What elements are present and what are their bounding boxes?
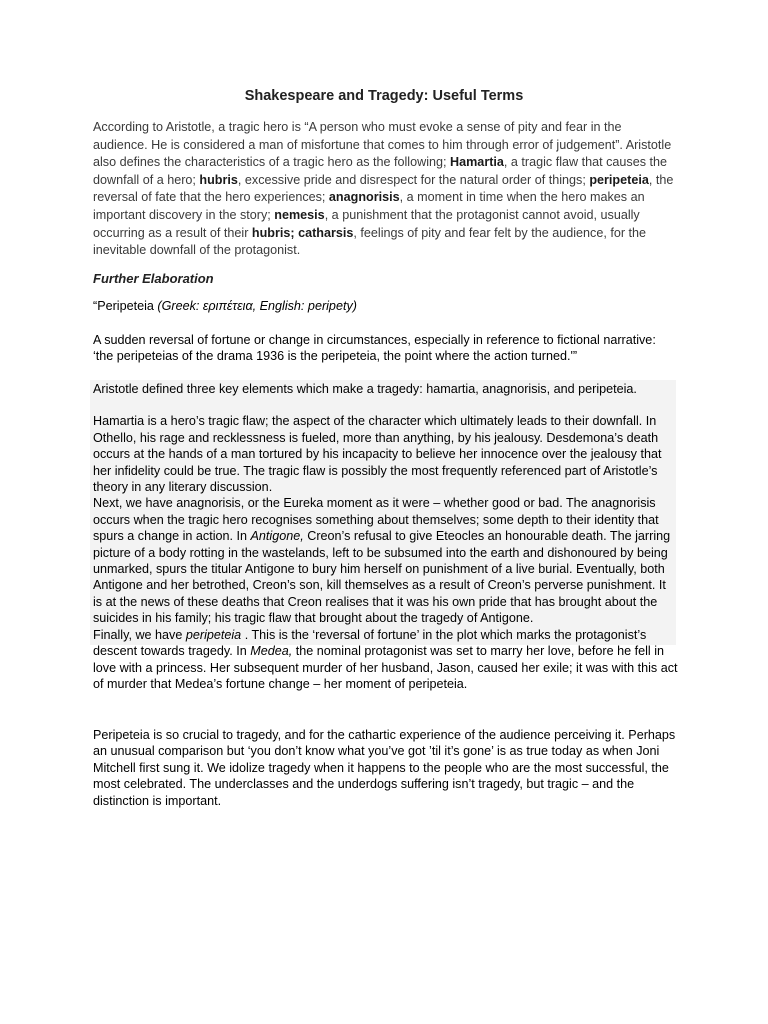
closing-paragraph: Peripeteia is so crucial to tragedy, and for the cathartic experience of the audience perceiving it. Perhaps an unusual comparison but ‘you don’t know what you’ve got ’til it’s gone’ is as true today as when Joni Mitchell first sung it. We idolize tragedy when it happens to the people who are the most successful, the most celebrated. The underclasses and the underdogs suffering isn’t tragedy, but tragic – and the distinction is important. xyxy=(93,728,676,808)
intro-text: , excessive pride and disrespect for the natural order of things; xyxy=(237,172,590,187)
term-peripeteia: peripeteia xyxy=(589,172,649,187)
etymology-greek: (Greek: εριπέτεια, English: peripety) xyxy=(157,299,357,313)
key-elements-paragraph: Aristotle defined three key elements which make a tragedy: hamartia, anagnorisis, and peripeteia. xyxy=(93,382,637,396)
antigone-title: Antigone, xyxy=(250,529,304,544)
intro-text: , the reversal of fate that the hero experiences; xyxy=(93,172,674,205)
peripeteia-definition: A sudden reversal of fortune or change in circumstances, especially in reference to fictional narrative: ‘the peripeteias of the drama 1936 is the peripeteia, the point where the action turned.'” xyxy=(93,333,656,364)
peripeteia-text: Finally, we have xyxy=(93,627,186,642)
peripeteia-etymology xyxy=(93,298,678,315)
term-nemesis: nemesis xyxy=(274,207,325,222)
anagnorisis-text: Next, we have anagnorisis, or the Eureka moment as it were – whether good or bad. The anagnorisis occurs when the tragic hero recognises something about themselves; some depth to their identity that spurs a change in action. In xyxy=(93,496,659,544)
term-hamartia: Hamartia xyxy=(450,155,504,170)
etymology-lead: “Peripeteia xyxy=(93,299,158,313)
intro-text: , feelings of pity and fear felt by the audience, for the inevitable downfall of the protagonist. xyxy=(93,225,647,258)
intro-paragraph xyxy=(93,119,678,260)
anagnorisis-paragraph xyxy=(93,495,678,626)
intro-text: , a tragic flaw that causes the downfall of a hero; xyxy=(93,155,668,187)
hamartia-paragraph: Hamartia is a hero’s tragic flaw; the aspect of the character which ultimately leads to their downfall. In Othello, his rage and recklessness is fueled, more than anything, by his jealousy. Desdemona’s death occurs at the hands of a man tortured by his incapacity to believe her innocence over the jealousy that her infidelity could be true. The tragic flaw is possibly the most frequently referenced part of Aristotle’s theory in any literary discussion. xyxy=(93,414,662,495)
medea-title: Medea, xyxy=(250,644,293,659)
page-title: Shakespeare and Tragedy: Useful Terms xyxy=(244,88,524,104)
term-hubris-catharsis: hubris; catharsis xyxy=(251,225,354,240)
peripeteia-term: peripeteia xyxy=(185,627,242,642)
intro-text: According to Aristotle, a tragic hero is “A person who must evoke a sense of pity and fear in the audience. He is considered a man of misfortune that comes to him through error of judgement”. Aristotle also defines the characteristics of a tragic hero as the following; xyxy=(93,120,672,170)
term-anagnorisis: anagnorisis xyxy=(328,190,400,205)
term-hubris: hubris xyxy=(199,172,238,187)
section-heading: Further Elaboration xyxy=(93,271,214,286)
peripeteia-text: the nominal protagonist was set to marry her love, before he fell in love with a princess. Her subsequent murder of her husband, Jason, caused her exile; it was with this act of murder that Medea’s fortune change – her moment of peripeteia. xyxy=(93,644,678,691)
peripeteia-paragraph xyxy=(93,627,678,693)
intro-text: , a moment in time when the hero makes an important discovery in the story; xyxy=(93,190,645,222)
intro-text: , a punishment that the protagonist cannot avoid, usually occurring as a result of their xyxy=(93,207,640,240)
peripeteia-text: . This is the ‘reversal of fortune’ in the plot which marks the protagonist’s descent towards tragedy. In xyxy=(93,627,647,659)
paragraph-gap xyxy=(93,397,678,413)
elements-section xyxy=(93,381,678,692)
anagnorisis-text: Creon’s refusal to give Eteocles an honourable death. The jarring picture of a body rotting in the wastelands, left to be subsumed into the earth and dishonoured by being unmarked, spurs the titular Antigone to bury him herself on punishment of a live burial. Eventually, both Antigone and her betrothed, Creon’s son, kill themselves as a result of Creon’s perverse punishment. It is at the news of these deaths that Creon realises that it was his own pride that has brought about the suicides in his family; his tragic flaw that brought about the tragedy of Antigone. xyxy=(93,529,671,626)
